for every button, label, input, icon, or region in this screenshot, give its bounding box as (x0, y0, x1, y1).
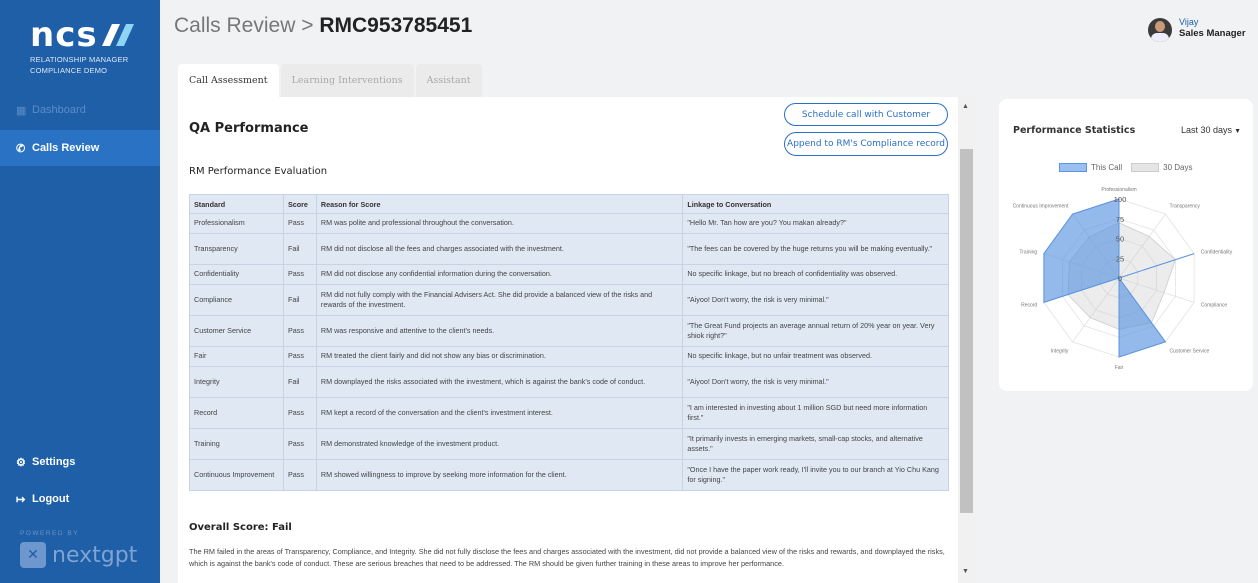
linkage-cell: "It primarily invests in emerging markets, small-cap stocks, and alternative assets." (683, 429, 949, 460)
panel-scrollbar[interactable] (958, 97, 975, 583)
radar-tick-label: 0 (1117, 274, 1123, 283)
table-row (190, 367, 949, 398)
sidebar-item-settings[interactable] (0, 444, 160, 480)
score-cell: Pass (283, 316, 316, 347)
sidebar-item-label: Logout (32, 493, 70, 505)
linkage-cell: No specific linkage, but no breach of confidentiality was observed. (683, 265, 949, 285)
logo-subtitle-2: COMPLIANCE DEMO (30, 66, 108, 75)
standard-cell: Transparency (190, 234, 284, 265)
performance-stats-card (999, 99, 1253, 391)
standard-cell: Record (190, 398, 284, 429)
call-id: RMC953785451 (319, 14, 473, 37)
score-cell: Fail (283, 234, 316, 265)
radar-chart (999, 179, 1253, 391)
radar-axis-label: Professionalism (1101, 187, 1137, 193)
standard-cell: Confidentiality (190, 265, 284, 285)
score-cell: Pass (283, 347, 316, 367)
gear-icon: ⚙ (16, 456, 26, 469)
user-name: Vijay (1179, 17, 1199, 27)
radar-axis-label: Customer Service (1169, 348, 1210, 355)
sidebar-item-dashboard[interactable] (0, 92, 160, 128)
tab-learning-interventions[interactable]: Learning Interventions (281, 64, 414, 97)
radar-tick-label: 25 (1115, 254, 1125, 264)
legend-swatch-this-call (1059, 163, 1087, 172)
score-cell: Pass (283, 398, 316, 429)
chart-legend (1059, 163, 1192, 172)
ncs-logo (30, 15, 140, 76)
tab-call-assessment[interactable]: Call Assessment (178, 64, 279, 97)
score-cell: Pass (283, 429, 316, 460)
column-header: Reason for Score (316, 195, 682, 214)
radar-tick-label: 50 (1115, 234, 1125, 244)
nextgpt-icon: ✕ (20, 542, 46, 568)
sidebar-item-calls-review[interactable] (0, 130, 160, 166)
table-row (190, 398, 949, 429)
overall-score-text: The RM failed in the areas of Transparency, Compliance, and Integrity. She did not fully disclose the fees and charges associated with the investment, did not provide a balanced view of the risks and rewards, and downplayed the risks, which is against the bank's code of conduct. These are serious breaches that need to be addressed. The RM should be given further training in these areas to improve her performance. (189, 547, 945, 568)
avatar (1148, 18, 1172, 42)
legend-label: This Call (1091, 163, 1123, 172)
append-compliance-button[interactable]: Append to RM's Compliance record (784, 132, 948, 156)
standard-cell: Integrity (190, 367, 284, 398)
sidebar (0, 0, 160, 583)
column-header: Linkage to Conversation (683, 195, 949, 214)
standard-cell: Continuous Improvement (190, 460, 284, 491)
column-header: Standard (190, 195, 284, 214)
sidebar-item-label: Calls Review (32, 142, 100, 154)
sidebar-item-label: Settings (32, 456, 76, 468)
score-cell: Pass (283, 460, 316, 491)
reason-cell: RM did not disclose all the fees and charges associated with the investment. (316, 234, 682, 265)
table-row (190, 265, 949, 285)
radar-tick-label: 75 (1115, 214, 1125, 224)
linkage-cell: "Hello Mr. Tan how are you? You makan already?" (683, 214, 949, 234)
table-row (190, 460, 949, 491)
logo-text: ncs (30, 15, 98, 55)
caret-down-icon: ▼ (1234, 128, 1241, 135)
radar-axis-label: Fair (1114, 365, 1124, 371)
score-cell: Pass (283, 265, 316, 285)
radar-axis-label: Integrity (1050, 348, 1069, 355)
linkage-cell: "Aiyoo! Don't worry, the risk is very minimal." (683, 285, 949, 316)
standard-cell: Fair (190, 347, 284, 367)
reason-cell: RM was polite and professional throughout the conversation. (316, 214, 682, 234)
scroll-thumb[interactable] (960, 149, 973, 513)
nextgpt-label: nextgpt (52, 542, 138, 568)
page-title (174, 14, 472, 38)
powered-by-label: POWERED BY (20, 530, 80, 537)
nextgpt-logo (20, 542, 137, 568)
reason-cell: RM treated the client fairly and did not show any bias or discrimination. (316, 347, 682, 367)
tab-assistant[interactable]: Assistant (416, 64, 482, 97)
grid-icon: ▦ (16, 104, 27, 117)
table-row (190, 429, 949, 460)
radar-axis-label: Transparency (1169, 203, 1200, 210)
scroll-down-icon[interactable]: ▼ (962, 568, 969, 575)
phone-icon: ✆ (16, 142, 26, 155)
table-row (190, 234, 949, 265)
column-header: Score (283, 195, 316, 214)
sidebar-item-logout[interactable] (0, 481, 160, 517)
logo-subtitle-1: RELATIONSHIP MANAGER (30, 55, 129, 64)
reason-cell: RM kept a record of the conversation and the client's investment interest. (316, 398, 682, 429)
date-range-value: Last 30 days (1181, 125, 1233, 135)
radar-axis-label: Training (1019, 249, 1038, 256)
linkage-cell: "Aiyoo! Don't worry, the risk is very minimal." (683, 367, 949, 398)
table-row (190, 285, 949, 316)
radar-axis-label: Record (1021, 302, 1038, 309)
breadcrumb[interactable]: Calls Review > (174, 14, 320, 37)
reason-cell: RM demonstrated knowledge of the investment product. (316, 429, 682, 460)
logo-slash-icon (102, 22, 136, 48)
user-profile[interactable] (1148, 16, 1246, 42)
radar-axis-label: Confidentiality (1200, 249, 1233, 256)
linkage-cell: "Once I have the paper work ready, I'll invite you to our branch at Yio Chu Kang for signing." (683, 460, 949, 491)
logout-icon: ↦ (16, 493, 26, 506)
radar-axis-label: Continuous Improvement (1012, 203, 1069, 210)
reason-cell: RM showed willingness to improve by seeking more information for the client. (316, 460, 682, 491)
table-row (190, 347, 949, 367)
qa-title: QA Performance (189, 121, 309, 136)
table-row (190, 316, 949, 347)
legend-label: 30 Days (1163, 163, 1193, 172)
sidebar-item-label: Dashboard (32, 104, 86, 116)
score-cell: Fail (283, 285, 316, 316)
radar-axis-label: Compliance (1200, 302, 1228, 309)
date-range-dropdown[interactable] (1181, 125, 1241, 135)
linkage-cell: "The Great Fund projects an average annual return of 20% year on year. Very shiok right?" (683, 316, 949, 347)
reason-cell: RM downplayed the risks associated with the investment, which is against the bank's code of conduct. (316, 367, 682, 398)
reason-cell: RM did not disclose any confidential information during the conversation. (316, 265, 682, 285)
standard-cell: Training (190, 429, 284, 460)
linkage-cell: "I am interested in investing about 1 million SGD but need more information first." (683, 398, 949, 429)
scroll-up-icon[interactable]: ▲ (962, 103, 969, 110)
table-row (190, 214, 949, 234)
standard-cell: Professionalism (190, 214, 284, 234)
tab-bar (178, 64, 484, 97)
evaluation-table (189, 194, 949, 491)
score-cell: Fail (283, 367, 316, 398)
user-role: Sales Manager (1179, 28, 1246, 39)
standard-cell: Customer Service (190, 316, 284, 347)
eval-title: RM Performance Evaluation (189, 166, 328, 177)
score-cell: Pass (283, 214, 316, 234)
radar-tick-label: 100 (1113, 195, 1127, 204)
legend-swatch-30-days (1131, 163, 1159, 172)
linkage-cell: "The fees can be covered by the huge returns you will be making eventually." (683, 234, 949, 265)
overall-score-title: Overall Score: Fail (189, 522, 292, 533)
reason-cell: RM did not fully comply with the Financial Advisers Act. She did provide a balanced view of the risks and rewards of the investment. (316, 285, 682, 316)
linkage-cell: No specific linkage, but no unfair treatment was observed. (683, 347, 949, 367)
call-assessment-panel (178, 97, 958, 583)
schedule-call-button[interactable]: Schedule call with Customer (784, 103, 948, 126)
stats-title: Performance Statistics (1013, 125, 1136, 136)
standard-cell: Compliance (190, 285, 284, 316)
reason-cell: RM was responsive and attentive to the client's needs. (316, 316, 682, 347)
